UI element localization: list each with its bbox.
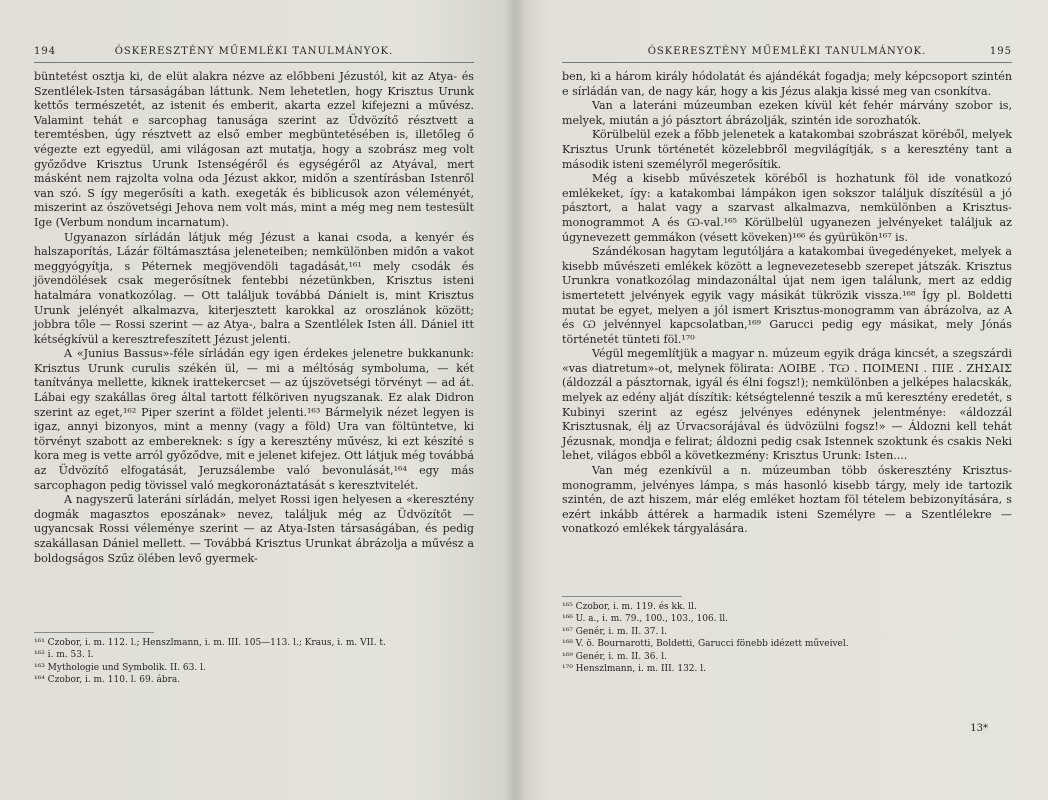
header-rule-left (34, 62, 474, 63)
paragraph: Még a kisebb művészetek köréből is hozhatunk föl ide vonatkozó emlékeket, így: a katakombai lámpákon igen sokszor találjuk díszítésül a jó pásztort, a halat vagy a szarvast alkalmazva, nemkülönben a Krisztus-monogrammot A és Ѡ-val.¹⁶⁵ Körülbelül ugyanezen jelvényeket találjuk az úgynevezett gemmákon (vésett köveken)¹⁶⁶ és gyürükön¹⁶⁷ is. (562, 172, 1012, 244)
footnote: ¹⁶³ Mythologie und Symbolik. II. 63. l. (34, 662, 206, 673)
book-gutter (504, 0, 526, 800)
left-page (0, 0, 518, 800)
footnote: ¹⁶⁶ U. a., i. m. 79., 100., 103., 106. ll. (562, 614, 729, 625)
footnote: ¹⁶⁸ V. ö. Bournarotti, Boldetti, Garucci fönebb idézett műveivel. (562, 639, 849, 650)
body-text-left (34, 70, 474, 566)
footnote: ¹⁶⁹ Genér, i. m. II. 36. l. (562, 651, 667, 662)
paragraph: Végül megemlítjük a magyar n. múzeum egyik drága kincsét, a szegszárdi «vas diatretum»-ot, melynek fölirata: ΛΟΙΒΕ . ΤѠ . ΠΟΙΜΕΝΙ . ΠΙΕ . ΖΗΣΑΙΣ (áldozzál a pásztornak, igyál és élni fogsz!); nemkülönben a jelképes halacskák, melyek az edény alját díszítik: kétségtelenné teszik a mű keresztény eredetét, s Kubinyi szerint az egész jelvényes edénynek jelentménye: «áldozzál Krisztusnak, élj az Úrvacsorájával és üdvözülni fogsz!» — Áldozni kell tehát Jézusnak, mondja e felirat; áldozni pedig csak Istennek szoktunk és csakis Neki lehet, világos ebből a következmény: Krisztus Urunk: Isten.... (562, 347, 1012, 463)
paragraph: Ugyanazon sírládán látjuk még Jézust a kanai csoda, a kenyér és halszaporítás, Lázár föltámasztása jeleneteiben; nemkülönben midőn a vakot meggyógyítja, s Péternek megjövendöli tagadását,¹⁶¹ mely csodák és jövendölések csak megerősítnek fentebbi nézetünkben, Krisztus isteni hatalmára vonatkozólag. — Ott találjuk továbbá Dánielt is, mint Krisztus Urunk jelényét alkalmazva, kiterjesztett karokkal az oroszlánok között; jobbra tőle — Rossi szerint — az Atya-, balra a Szentlélek Isten áll. Dániel itt kétségkívül a keresztrefeszített Jézust jelenti. (34, 230, 474, 346)
signature-mark: 13* (970, 723, 988, 734)
footnote-rule-right (562, 596, 682, 597)
running-head-title-right: ÓSKERESZTÉNY MŰEMLÉKI TANULMÁNYOK. (647, 46, 927, 57)
footnotes-right (562, 601, 1012, 675)
footnote: ¹⁶² i. m. 53. l. (34, 650, 94, 661)
paragraph: büntetést osztja ki, de elüt alakra nézve az előbbeni Jézustól, kit az Atya- és Szentlélek-Isten társaságában láttunk. Nem lehetetlen, hogy Krisztus Urunk kettős természetét, az istenit és emberit, akarta ezzel kifejezni a művész. Valamint tehát e sarcophag tanusága szerint az Üdvözítő résztvett a teremtésben, úgy résztvett az első ember megbüntetésében is, illetőleg ő végezte ezt egyedül, ami világosan azt mutatja, hogy a szobrász meg volt győződve Krisztus Urunk Istenségéről és egységéről az Atyával, mert másként nem rajzolta volna oda Jézust akkor, midőn a szentírásban Istenről van szó. S így megerősíti a kath. exegeták és biblicusok azon véleményét, miszerint az ószövetségi Jehova nem volt más, mint a még meg nem testesült Ige (Verbum nondum incarnatum). (34, 70, 474, 229)
paragraph: Körülbelül ezek a főbb jelenetek a katakombai szobrászat köréből, melyek Krisztus Urunk történetét közelebbről megvilágítják, s a keresztény tant a második isteni személyről megerősítik. (562, 128, 1012, 171)
footnote: ¹⁶⁴ Czobor, i. m. 110. l. 69. ábra. (34, 675, 181, 686)
paragraph: ben, ki a három király hódolatát és ajándékát fogadja; mely képcsoport szintén e sírládán van, de nagy kár, hogy a kis Jézus alakja kissé meg van csonkítva. (562, 70, 1012, 98)
footnotes-left (34, 637, 474, 687)
footnote: ¹⁷⁰ Henszlmann, i. m. III. 132. l. (562, 664, 706, 675)
paragraph: Szándékosan hagytam legutóljára a katakombai üvegedényeket, melyek a kisebb művészeti emlékek között a legnevezetesebb szerepet játszák. Krisztus Urunkra vonatkozólag mindazonáltal újat nem igen találunk, mert az eddig ismertetett jelvények egyik vagy másikát tükrözik vissza.¹⁶⁸ Így pl. Boldetti mutat be egyet, melyen a jól ismert Krisztus-monogramm van ábrázolva, az A és Ѡ jelvénnyel kapcsolatban,¹⁶⁹ Garucci pedig egy másikat, mely Jónás történetét tünteti föl.¹⁷⁰ (562, 245, 1012, 346)
running-head-title-left: ÓSKERESZTÉNY MŰEMLÉKI TANULMÁNYOK. (114, 46, 394, 57)
footnote-rule-left (34, 632, 154, 633)
header-rule-right (562, 62, 1012, 63)
footnote: ¹⁶¹ Czobor, i. m. 112. l.; Henszlmann, i. m. III. 105—113. l.; Kraus, i. m. VII. t. (34, 638, 386, 648)
page-number-right: 195 (989, 46, 1012, 57)
paragraph: A nagyszerű lateráni sírládán, melyet Rossi igen helyesen a «keresztény dogmák magasztos eposzának» nevez, találjuk még az Üdvözítőt — ugyancsak Rossi véleménye szerint — az Atya-Isten társaságában, és pedig szakállasan Dániel mellett. — Továbbá Krisztus Urunkat ábrázolja a művész a boldogságos Szűz ölében levő gyermek- (34, 493, 474, 565)
footnote: ¹⁶⁵ Czobor, i. m. 119. és kk. ll. (562, 602, 697, 612)
page-number-left: 194 (34, 46, 57, 57)
paragraph: Van még ezenkívül a n. múzeumban több óskeresztény Krisztus-monogramm, jelvényes lámpa, s más hasonló kisebb tárgy, mely ide tartozik szintén, de azt hiszem, már elég emléket hoztam föl tételem bebizonyítására, s ezért inkább áttérek a harmadik isteni Személyre — a Szentlélekre — vonatkozó emlékek tárgyalására. (562, 464, 1012, 536)
paragraph: A «Junius Bassus»-féle sírládán egy igen érdekes jelenetre bukkanunk: Krisztus Urunk curulis székén ül, — mi a méltóság symboluma, — két tanítványa mellette, kiknek irattekercset — az újszövetségi törvényt — ad át. Lábai egy szakállas öreg által tartott félköriven nyugszanak. Ez alak Didron szerint az eget,¹⁶² Piper szerint a földet jelenti.¹⁶³ Bármelyik nézet legyen is igaz, annyi bizonyos, mint a menny (vagy a föld) Ura van föltüntetve, ki törvényt szabott az embereknek: s így a keresztény művész, ki ezt készíté s kora meg is vette arról győződve, mit e jelenet kifejez. Ott látjuk még továbbá az Üdvözítő elfogatását, Jeruzsálembe való bevonulását,¹⁶⁴ egy más sarcophagon pedig tövissel való megkoronáztatását s keresztvitelét. (34, 347, 474, 492)
paragraph: Van a lateráni múzeumban ezeken kívül két fehér márvány szobor is, melyek, miután a jó pásztort ábrázolják, szintén ide sorozhatók. (562, 99, 1012, 127)
right-page (518, 0, 1048, 800)
body-text-right (562, 70, 1012, 537)
footnote: ¹⁶⁷ Genér, i. m. II. 37. l. (562, 626, 667, 637)
